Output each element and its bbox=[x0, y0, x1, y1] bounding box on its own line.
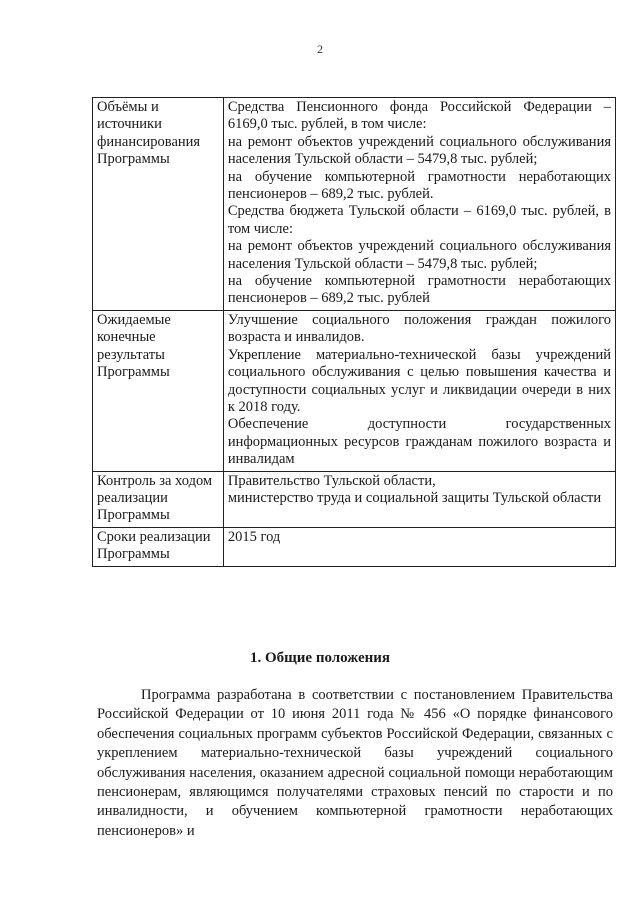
row-label: Сроки реализации Программы bbox=[93, 527, 224, 566]
paragraph: министерство труда и социальной защиты Тульской области bbox=[227, 489, 602, 506]
table-row-control bbox=[93, 471, 616, 527]
program-passport-table bbox=[92, 97, 616, 567]
section-title: 1. Общие положения bbox=[249, 650, 391, 666]
row-content bbox=[223, 98, 615, 311]
paragraph: Средства бюджета Тульской области – 6169,0 тыс. рублей, в том числе: bbox=[227, 203, 611, 237]
paragraph: Правительство Тульской области, bbox=[227, 472, 436, 489]
paragraph: Улучшение социального положения граждан пожилого возраста и инвалидов. bbox=[227, 311, 611, 346]
paragraph: Обеспечение доступности государственных информационных ресурсов гражданам пожилого возраста и инвалидам bbox=[227, 416, 611, 468]
table-row-expected-results bbox=[93, 310, 616, 471]
table-row-timeline bbox=[93, 527, 616, 566]
page-number: 2 bbox=[317, 42, 323, 56]
row-label: Объёмы и источники финансирования Программы bbox=[93, 98, 224, 311]
paragraph: 2015 год bbox=[227, 528, 281, 545]
paragraph: на обучение компьютерной грамотности неработающих пенсионеров – 689,2 тыс. рублей. bbox=[227, 168, 611, 203]
paragraph: Средства Пенсионного фонда Российской Федерации – 6169,0 тыс. рублей, в том числе: bbox=[227, 99, 611, 133]
row-label: Контроль за ходом реализации Программы bbox=[93, 471, 224, 527]
row-content bbox=[223, 527, 615, 566]
paragraph: на ремонт объектов учреждений социального обслуживания населения Тульской области – 5479,8 тыс. рублей; bbox=[227, 238, 611, 272]
row-content bbox=[223, 471, 615, 527]
paragraph: Укрепление материально-технической базы учреждений социального обслуживания с целью повышения качества и доступности социальных услуг и ликвидации очереди в них к 2018 году. bbox=[227, 346, 611, 415]
row-content bbox=[223, 310, 615, 471]
row-label: Ожидаемые конечные результаты Программы bbox=[93, 310, 224, 471]
paragraph: на ремонт объектов учреждений социального обслуживания населения Тульской области – 5479,8 тыс. рублей; bbox=[227, 133, 611, 168]
body-paragraph: Программа разработана в соответствии с постановлением Правительства Российской Федерации от 10 июня 2011 года № 456 «О порядке финансового обеспечения социальных программ субъектов Российской Федерации, связанных с укреплением материально-технической базы учреждений социального обслуживания населения, оказанием адресной социальной помощи неработающим пенсионерам, являющимся получателями страховых пенсий по старости и по инвалидности, и обучением компьютерной грамотности неработающих пенсионеров» и bbox=[97, 687, 613, 839]
paragraph: на обучение компьютерной грамотности неработающих пенсионеров – 689,2 тыс. рублей bbox=[227, 273, 611, 307]
table-row-financing bbox=[93, 98, 616, 311]
